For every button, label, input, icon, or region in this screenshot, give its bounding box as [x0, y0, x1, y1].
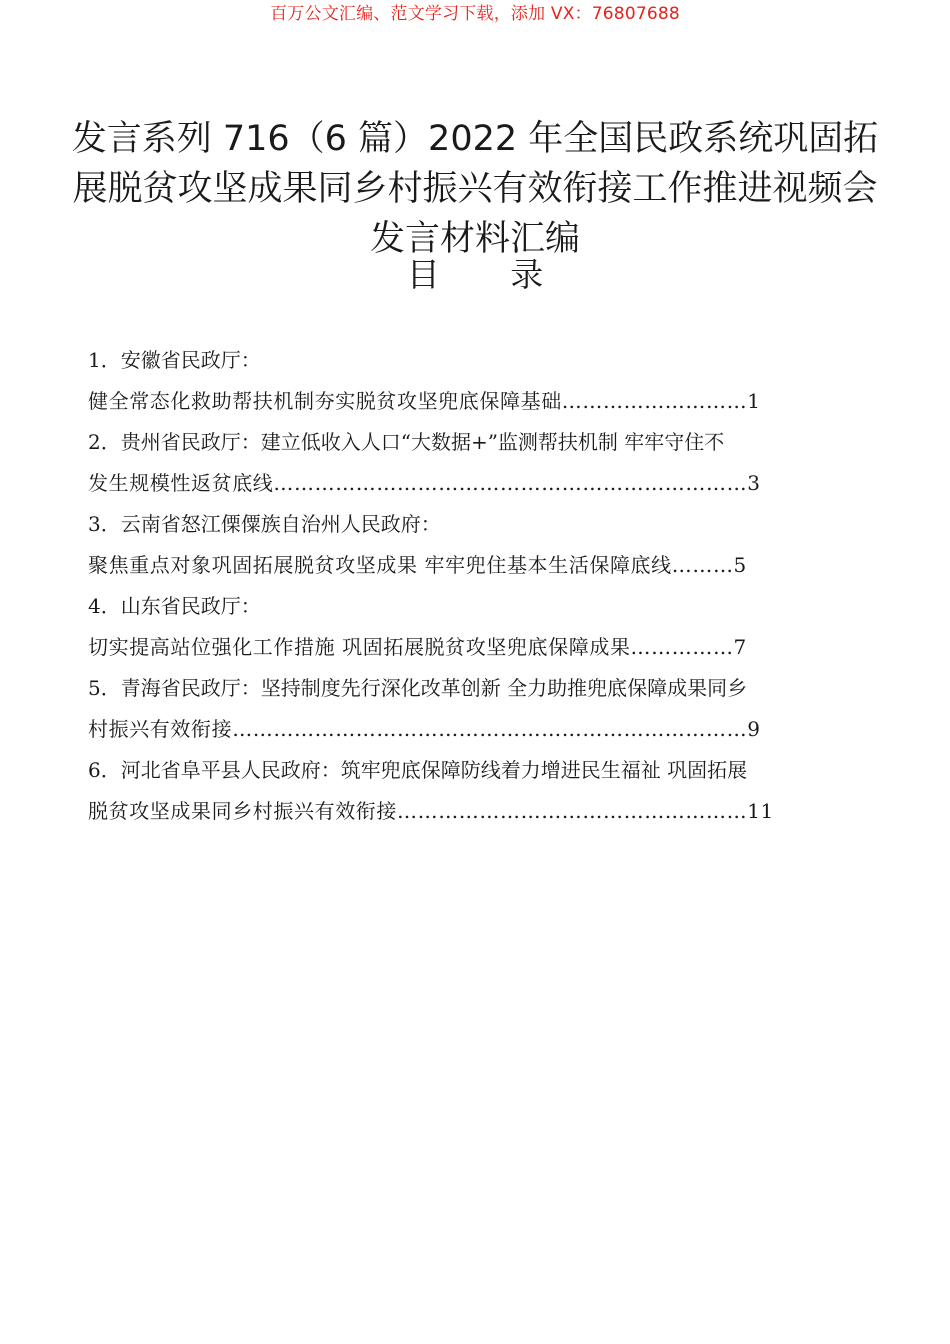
- toc-entry-title[interactable]: 健全常态化救助帮扶机制夯实脱贫攻坚兜底保障基础………………………1: [88, 389, 761, 413]
- toc-entry-title[interactable]: 村振兴有效衔接…………………………………………………………………9: [88, 717, 761, 741]
- toc-entry-title[interactable]: 脱贫攻坚成果同乡村振兴有效衔接……………………………………………11: [88, 799, 774, 823]
- toc-entry-heading: 2．贵州省民政厅：建立低收入人口“大数据+”监测帮扶机制 牢牢守住不: [88, 430, 725, 454]
- toc-entry-title[interactable]: 发生规模性返贫底线……………………………………………………………3: [88, 471, 761, 495]
- toc-heading: 目 录: [406, 255, 574, 294]
- toc-entry-1: [88, 340, 826, 422]
- table-of-contents: [88, 340, 826, 832]
- toc-entry-5: [88, 668, 826, 750]
- toc-entry-4: [88, 586, 826, 668]
- watermark-banner: 百万公文汇编、范文学习下载，添加 VX：76807688: [270, 4, 680, 24]
- toc-entry-heading: 5．青海省民政厅：坚持制度先行深化改革创新 全力助推兜底保障成果同乡: [88, 676, 748, 700]
- toc-entry-title[interactable]: 切实提高站位强化工作措施 巩固拓展脱贫攻坚兜底保障成果……………7: [88, 635, 747, 659]
- toc-entry-6: [88, 750, 826, 832]
- toc-entry-heading: 1．安徽省民政厅：: [88, 348, 261, 372]
- toc-entry-3: [88, 504, 826, 586]
- toc-entry-title[interactable]: 聚焦重点对象巩固拓展脱贫攻坚成果 牢牢兜住基本生活保障底线………5: [88, 553, 747, 577]
- document-title: 发言系列 716（6 篇）2022 年全国民政系统巩固拓展脱贫攻坚成果同乡村振兴有效衔接工作推进视频会发言材料汇编: [71, 119, 879, 259]
- toc-entry-2: [88, 422, 826, 504]
- toc-entry-heading: 3．云南省怒江傈僳族自治州人民政府：: [88, 512, 441, 536]
- toc-entry-heading: 6．河北省阜平县人民政府：筑牢兜底保障防线着力增进民生福祉 巩固拓展: [88, 758, 748, 782]
- toc-entry-heading: 4．山东省民政厅：: [88, 594, 261, 618]
